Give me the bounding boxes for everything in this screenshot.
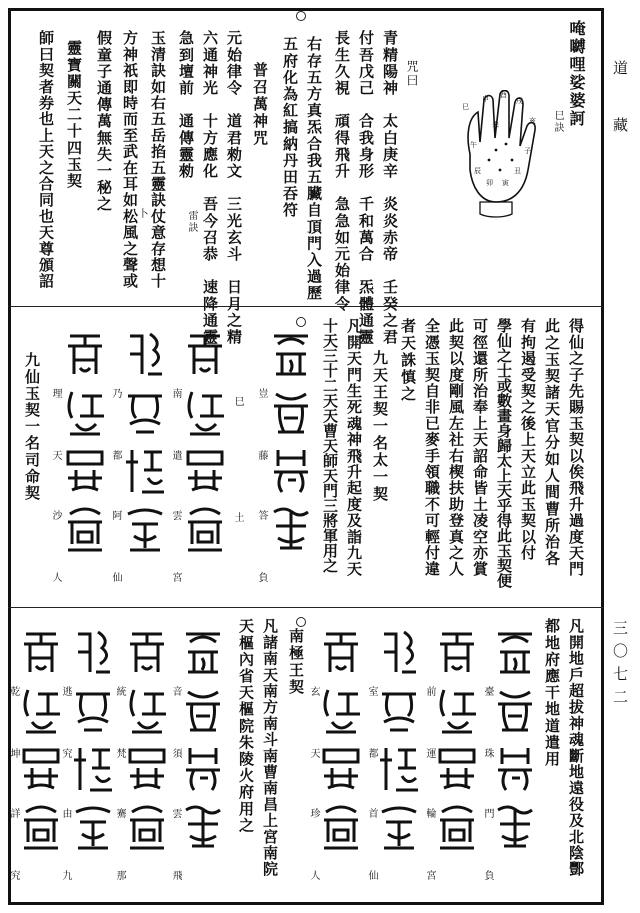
text-column: 學仙之士或數畫身歸太上天乎得此玉契便 [495,318,513,588]
small-note: 雷訣 [186,210,197,234]
seal-note: 門 [482,808,493,820]
text-column: 此之玉契諸天官分如人間曹所治各 [543,318,561,567]
seal-column-1 [268,330,314,562]
text-column: 南極王契 [287,628,305,696]
seal-note: 豈 [256,388,267,400]
text-column: 得仙之子先賜玉契以俟飛升過度天門 [567,318,585,578]
seal-note: 仙 [366,870,377,882]
text-column: 有拘遏受契之後上天立此玉契以付 [519,318,537,561]
seal-note: 輪 [424,808,435,820]
binding-hole-icon [296,617,306,627]
seal-note: 前 [424,686,435,698]
seal-note: 臺 [482,686,493,698]
seal-note: 乾 [8,686,19,698]
text-column: 師曰契者券也上天之合同也天尊頒詔 [37,30,55,290]
seal-note: 究 [60,748,71,760]
text-column: 付吾戊己 合我身形 千和萬合 炁體通靈 [357,30,375,346]
seal-note: 遣 [170,450,181,462]
seal-note: 那 [114,870,125,882]
seal-note: 天 [308,748,319,760]
seal-note: 珍 [308,808,319,820]
seal-note: 人 [50,572,61,584]
hand-diagram [456,90,540,220]
text-column: 咒曰 [405,60,419,88]
text-column: 五府化為紅搞納丹田吞符 [281,36,299,219]
seal-note: 雲 [170,510,181,522]
seal-column-4 [62,330,108,562]
seal-note: 玄 [308,686,319,698]
hand-label: 亥 [529,117,536,125]
binding-hole-icon [296,317,306,327]
seal-note: 宮 [424,870,435,882]
seal-column-b2 [434,628,480,860]
section-divider-top [8,306,604,307]
text-column: 都地府應干地道遣用 [543,618,561,768]
seal-note: 雲 [170,808,181,820]
seal-note: 運 [424,748,435,760]
seal-note: 梵 [114,748,125,760]
hand-label: 戌 [516,97,523,105]
seal-note: 藤 [256,450,267,462]
text-column: 元始律令 道君勑文 三光玄斗 日月之精 [225,30,243,346]
seal-note: 須 [170,748,181,760]
seal-note: 統 [114,686,125,698]
seal-note: 究 [8,870,19,882]
seal-note: 珠 [482,748,493,760]
seal-column-b1 [492,628,538,860]
seal-note: 仙 [110,572,121,584]
hand-label: 卯 [486,179,493,187]
seal-note: 南 [170,388,181,400]
text-column: 普召萬神咒 [251,62,269,147]
seal-note: 人 [308,870,319,882]
text-column: 長生久視 頑得飛升 急急如元始律令 [333,30,351,313]
seal-column-b6 [124,628,170,860]
text-column: 凡開地戶超拔神魂斷地遠役及北陰酆 [567,618,585,878]
hand-label: 辰 [474,167,481,175]
page-number: 三〇七二 [611,620,629,712]
text-column: 可徑還所治奉上天詔命皆土凌空亦賞 [471,318,489,578]
seal-note: 沙 [50,510,61,522]
seal-note: 音 [170,686,181,698]
text-column: 急到壇前 通傳靈勑 [177,30,195,180]
seal-column-b5 [180,628,226,860]
seal-note: 天 [50,450,61,462]
title-note: 巳訣 [552,110,563,134]
inline-note: 土 [232,512,243,524]
hand-label: 寅 [502,179,509,187]
seal-note: 阿 [110,510,121,522]
seal-note: 九 [60,870,71,882]
seal-column-b7 [70,628,116,860]
hand-label: 丑 [514,167,521,175]
seal-note: 詳 [8,808,19,820]
seal-column-b8 [18,628,64,860]
text-column: 凡開天門生死魂神飛升起度及詣九天 [345,318,363,578]
text-column: 九仙玉契一名司命契 [23,352,41,502]
hand-label: 酉 [500,91,507,99]
seal-note: 由 [60,808,71,820]
text-column: 天樞內省天樞院朱陵火府用之 [237,618,255,834]
seal-note: 騫 [114,808,125,820]
small-note: 卜 [136,208,147,220]
text-column: 凡諸南天南方南斗南曹南昌上宮南院 [261,618,279,878]
seal-column-3 [122,330,168,562]
book-label: 道藏 [611,60,629,174]
text-column: 假童子通傳萬無失一秘之 [95,30,113,213]
seal-column-2 [182,330,228,562]
seal-note: 都 [366,748,377,760]
inline-note: 乃 [110,388,121,400]
text-column: 方神祇即時而至武在耳如松風之聲或 [121,30,139,290]
seal-note: 答 [256,510,267,522]
text-column: 九天王契一名太一契 [371,350,389,503]
binding-hole-icon [296,11,306,21]
section-divider-bottom [8,607,604,608]
text-column: 者天誅慎之 [399,318,417,403]
seal-note: 室 [366,686,377,698]
text-column: 十天三十二天天曹天師天門三將軍用之 [321,318,339,573]
seal-note: 宮 [170,572,181,584]
seal-note: 都 [110,450,121,462]
seal-note: 逃 [60,686,71,698]
text-column: 六通神光 十方應化 吾今召恭 速降通靈 [201,30,219,346]
text-column: 青精陽神 太白庚辛 炎炎赤帝 壬癸之君 [381,30,399,346]
text-column: 玉清訣如右五岳掐五靈訣仗意存想十 [149,30,167,290]
seal-column-b4 [318,628,364,860]
hand-label: 未 [492,121,499,129]
incantation-title: 唵嚩哩娑婆訶 [567,20,586,128]
seal-note: 飛 [170,870,181,882]
seal-note: 首 [366,808,377,820]
hand-label: 巳 [462,103,469,111]
text-column: 右存五方真炁合我五臟自頂門入過歷 [305,36,323,302]
text-column: 靈寶關天二十四玉契 [65,40,83,190]
text-column: 此契以度剛風左社右楔扶助登真之人 [447,318,465,578]
seal-column-b3 [376,628,422,860]
seal-note: 理 [50,388,61,400]
hand-label: 午 [470,141,477,149]
hand-label: 申 [482,95,489,103]
text-column: 全憑玉契自非已麥手領職不可輕付違 [423,318,441,578]
hand-label: 子 [524,147,531,155]
seal-note: 負 [256,572,267,584]
inline-note: 巳 [232,396,243,408]
seal-note: 坤 [8,748,19,760]
seal-note: 負 [482,870,493,882]
